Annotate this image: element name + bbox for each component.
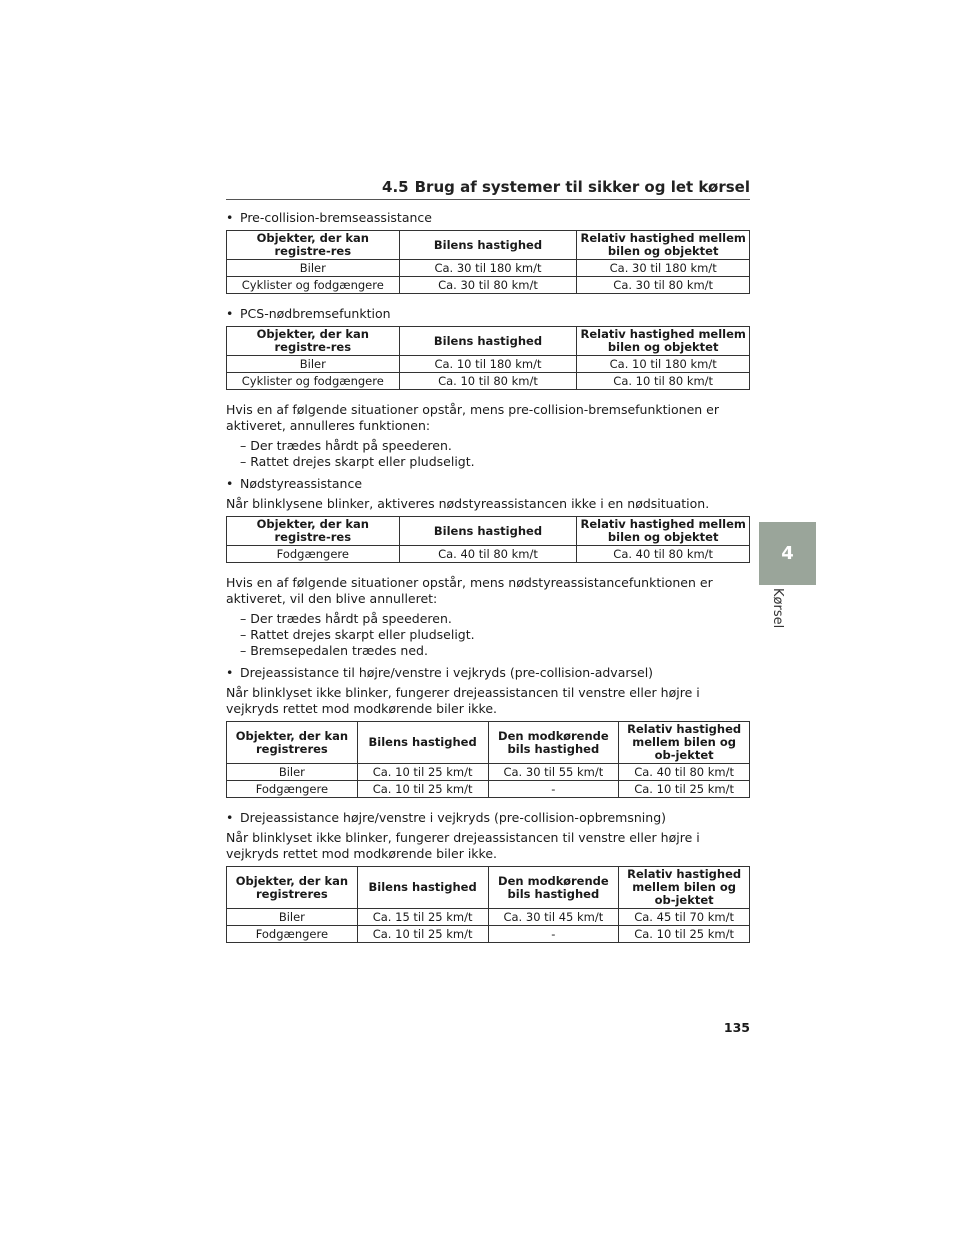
bullet-item: • Drejeassistance til højre/venstre i vejkryds (pre-collision-advarsel) — [226, 665, 654, 680]
spec-table: Objekter, der kan registre-res Bilens hastighed Relativ hastighed mellem bilen og objektet Biler Ca. 10 til 180 km/t Ca. 10 til 180 km/t Cyklister og fodgængere Ca. 10 til 80 km/t Ca. 10 til 80 km/t — [226, 326, 750, 390]
table-row: Fodgængere Ca. 10 til 25 km/t - Ca. 10 til 25 km/t — [227, 926, 750, 943]
page-content — [226, 210, 750, 955]
paragraph: Når blinklyset ikke blinker, fungerer drejeassistancen til venstre eller højre i vejkryds rettet mod modkørende biler ikke. — [226, 685, 700, 716]
bullet-item: • Pre-collision-bremseassistance — [226, 210, 432, 225]
table-row: Cyklister og fodgængere Ca. 30 til 80 km/t Ca. 30 til 80 km/t — [227, 277, 750, 294]
sub-item: – Rattet drejes skarpt eller pludseligt. — [240, 627, 475, 642]
bullet-item: • PCS-nødbremsefunktion — [226, 306, 391, 321]
table-row: Fodgængere Ca. 10 til 25 km/t - Ca. 10 til 25 km/t — [227, 781, 750, 798]
bullet-item: • Drejeassistance højre/venstre i vejkryds (pre-collision-opbremsning) — [226, 810, 667, 825]
table-row: Biler Ca. 10 til 180 km/t Ca. 10 til 180 km/t — [227, 356, 750, 373]
paragraph: Hvis en af følgende situationer opstår, mens pre-collision-bremsefunktionen er aktiveret, annulleres funktionen: — [226, 402, 719, 433]
spec-table: Objekter, der kan registre-res Bilens hastighed Relativ hastighed mellem bilen og objektet Fodgængere Ca. 40 til 80 km/t Ca. 40 til 80 km/t — [226, 516, 750, 563]
paragraph: Når blinklyset ikke blinker, fungerer drejeassistancen til venstre eller højre i vejkryds rettet mod modkørende biler ikke. — [226, 830, 700, 861]
section-number: 4.5 — [382, 178, 409, 196]
table-row: Cyklister og fodgængere Ca. 10 til 80 km/t Ca. 10 til 80 km/t — [227, 373, 750, 390]
spec-table: Objekter, der kan registreres Bilens hastighed Den modkørende bils hastighed Relativ hastighed mellem bilen og ob-jektet Biler Ca. 10 til 25 km/t Ca. 30 til 55 km/t Ca. 40 til 80 km/t Fodgængere Ca. 10 til 25 km/t - Ca. 10 til 25 km/t — [226, 721, 750, 798]
chapter-tab: 4 — [759, 522, 816, 585]
chapter-label: Kørsel — [770, 588, 785, 629]
table-row: Fodgængere Ca. 40 til 80 km/t Ca. 40 til 80 km/t — [227, 546, 750, 563]
sub-item: – Der trædes hårdt på speederen. — [240, 438, 452, 453]
bullet-item: • Nødstyreassistance — [226, 476, 363, 491]
table-row: Biler Ca. 15 til 25 km/t Ca. 30 til 45 km/t Ca. 45 til 70 km/t — [227, 909, 750, 926]
sub-item: – Rattet drejes skarpt eller pludseligt. — [240, 454, 475, 469]
paragraph: Når blinklysene blinker, aktiveres nødstyreassistancen ikke i en nødsituation. — [226, 496, 710, 511]
section-header — [226, 178, 750, 200]
page-number: 135 — [723, 1020, 750, 1035]
spec-table: Objekter, der kan registreres Bilens hastighed Den modkørende bils hastighed Relativ hastighed mellem bilen og ob-jektet Biler Ca. 15 til 25 km/t Ca. 30 til 45 km/t Ca. 45 til 70 km/t Fodgængere Ca. 10 til 25 km/t - Ca. 10 til 25 km/t — [226, 866, 750, 943]
paragraph: Hvis en af følgende situationer opstår, mens nødstyreassistancefunktionen er aktiveret, vil den blive annulleret: — [226, 575, 713, 606]
section-title: Brug af systemer til sikker og let kørsel — [414, 178, 750, 196]
sub-item: – Der trædes hårdt på speederen. — [240, 611, 452, 626]
sub-item: – Bremsepedalen trædes ned. — [240, 643, 428, 658]
table-row: Biler Ca. 30 til 180 km/t Ca. 30 til 180 km/t — [227, 260, 750, 277]
spec-table: Objekter, der kan registre-res Bilens hastighed Relativ hastighed mellem bilen og objektet Biler Ca. 30 til 180 km/t Ca. 30 til 180 km/t Cyklister og fodgængere Ca. 30 til 80 km/t Ca. 30 til 80 km/t — [226, 230, 750, 294]
table-row: Biler Ca. 10 til 25 km/t Ca. 30 til 55 km/t Ca. 40 til 80 km/t — [227, 764, 750, 781]
